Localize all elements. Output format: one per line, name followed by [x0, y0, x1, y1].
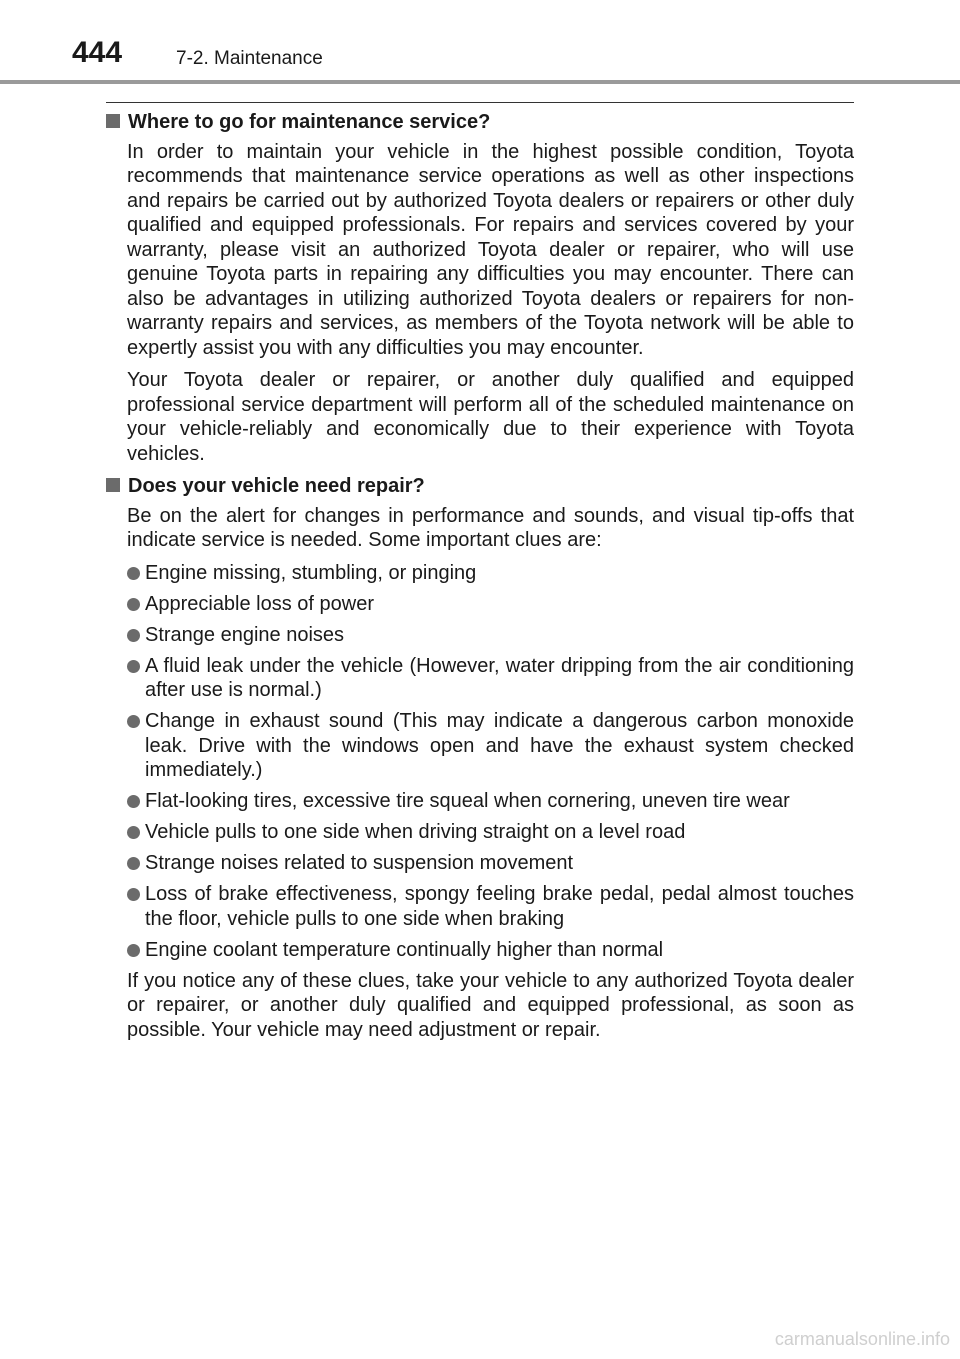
- circle-bullet-icon: [127, 789, 145, 802]
- list-item: [127, 623, 854, 648]
- circle-bullet-icon: [127, 820, 145, 833]
- page-content: [106, 110, 854, 1050]
- circle-bullet-icon: [127, 561, 145, 574]
- page-number: 444: [72, 36, 123, 69]
- header-rule: [0, 80, 960, 84]
- list-item: [127, 592, 854, 617]
- list-item-text: Change in exhaust sound (This may indicate a dangerous carbon monoxide leak. Drive with the windows open and have the exhaust system checked immediately.): [145, 710, 854, 781]
- circle-bullet-icon: [127, 592, 145, 605]
- list-item-text: Vehicle pulls to one side when driving straight on a level road: [145, 821, 686, 843]
- heading-text: Where to go for maintenance service?: [128, 111, 491, 133]
- list-item-text: Appreciable loss of power: [145, 592, 375, 615]
- circle-bullet-icon: [127, 882, 145, 895]
- heading-maintenance-service: [106, 110, 854, 135]
- paragraph: Be on the alert for changes in performance and sounds, and visual tip-offs that indicate service is needed. Some important clues are:: [127, 504, 854, 551]
- content-top-rule: [106, 102, 854, 103]
- list-item-text: Engine coolant temperature continually higher than normal: [145, 938, 664, 961]
- square-bullet-icon: [106, 114, 120, 128]
- list-item: [127, 882, 854, 931]
- list-item: [127, 789, 854, 814]
- list-item: [127, 561, 854, 586]
- paragraph: In order to maintain your vehicle in the highest possible condition, Toyota recommends that maintenance service operations as well as other inspections and repairs be carried out by authorized Toyota dealers or repairers or other duly qualified and equipped professionals. For repairs and services covered by your warranty, please visit an authorized Toyota dealer or repairer, who will use genuine Toyota parts in repairing any difficulties you may encounter. There can also be advantages in utilizing authorized Toyota dealers or repairers for non-warranty repairs and services, as members of the Toyota network will be able to expertly assist you with any difficulties you may encounter.: [127, 140, 854, 359]
- closing-paragraph: If you notice any of these clues, take your vehicle to any authorized Toyota dealer or repairer, or another duly qualified and equipped professional, as soon as possible. Your vehicle may need adjustment or repair.: [127, 969, 854, 1041]
- list-item: [127, 938, 854, 963]
- list-item: [127, 709, 854, 783]
- list-item-text: A fluid leak under the vehicle (However, water dripping from the air conditioning after use is normal.): [145, 654, 854, 701]
- list-item: [127, 654, 854, 703]
- section-title: 7-2. Maintenance: [176, 48, 323, 69]
- circle-bullet-icon: [127, 709, 145, 722]
- circle-bullet-icon: [127, 851, 145, 864]
- list-item-text: Flat-looking tires, excessive tire squeal when cornering, uneven tire wear: [145, 790, 790, 812]
- list-item: [127, 820, 854, 845]
- circle-bullet-icon: [127, 938, 145, 951]
- circle-bullet-icon: [127, 654, 145, 667]
- list-item: [127, 851, 854, 876]
- circle-bullet-icon: [127, 623, 145, 636]
- heading-text: Does your vehicle need repair?: [128, 475, 425, 497]
- paragraph: Your Toyota dealer or repairer, or another duly qualified and equipped professional service department will perform all of the scheduled maintenance on your vehicle-reliably and economically due to their experience with Toyota vehicles.: [127, 369, 854, 465]
- watermark: carmanualsonline.info: [774, 1329, 950, 1349]
- square-bullet-icon: [106, 478, 120, 492]
- list-item-text: Strange noises related to suspension movement: [145, 852, 574, 874]
- list-item-text: Engine missing, stumbling, or pinging: [145, 561, 477, 584]
- heading-vehicle-repair: [106, 474, 854, 499]
- list-item-text: Loss of brake effectiveness, spongy feeling brake pedal, pedal almost touches the floor, vehicle pulls to one side when braking: [145, 883, 854, 930]
- page-header: [0, 0, 960, 86]
- list-item-text: Strange engine noises: [145, 623, 345, 646]
